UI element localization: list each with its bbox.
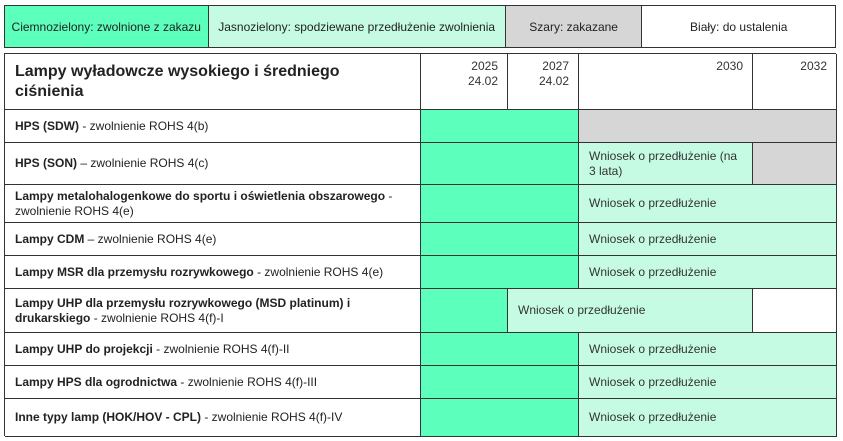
table-row-label — [5, 143, 421, 185]
exemption-table — [4, 53, 836, 436]
lamp-name: Inne typy lamp (HOK/HOV - CPL) — [15, 410, 202, 424]
column-year: 2025 — [471, 59, 498, 73]
row-text — [15, 296, 410, 326]
lamp-name: Lampy CDM — [15, 231, 85, 246]
lamp-name: Lampy MSR dla przemysłu rozrywkowego — [15, 264, 254, 279]
lamp-name: HPS (SDW) — [15, 118, 79, 133]
column-date: 24.02 — [467, 74, 498, 88]
extension-request-cell — [579, 185, 837, 223]
column-year: 2027 — [542, 59, 569, 73]
extension-request-cell — [579, 223, 837, 256]
banned-period-cell — [753, 143, 837, 185]
extension-request-text: Wniosek o przedłużenie (na 3 lata) — [589, 148, 738, 178]
row-text — [15, 342, 290, 357]
row-text — [15, 265, 383, 280]
legend-white: Biały: do ustalenia — [642, 6, 835, 47]
exemption-detail: - zwolnienie ROHS 4(e) — [253, 264, 384, 279]
row-text — [15, 189, 410, 219]
extension-request-text: Wniosek o przedłużenie — [518, 303, 646, 317]
extension-request-text: Wniosek o przedłużenie — [589, 410, 717, 424]
table-row-label — [5, 366, 421, 399]
exempt-period-cell — [421, 333, 579, 366]
exempt-period-cell — [421, 110, 579, 143]
extension-request-text: Wniosek o przedłużenie — [589, 341, 717, 356]
extension-request-text: Wniosek o przedłużenie — [589, 264, 717, 279]
exempt-period-cell — [421, 256, 579, 289]
table-row-label — [5, 333, 421, 366]
lamp-name: Lampy HPS dla ogrodnictwa — [15, 374, 178, 389]
column-header-2025 — [421, 54, 508, 110]
exempt-period-cell — [421, 223, 579, 256]
exemption-detail: - zwolnienie ROHS 4(f)-III — [177, 374, 318, 389]
table-title: Lampy wyładowcze wysokiego i średniego ciśnienia — [5, 54, 421, 110]
legend — [4, 5, 836, 48]
legend-dark-green: Ciemnozielony: zwolnione z zakazu — [5, 6, 209, 47]
row-text — [15, 375, 317, 390]
extension-request-cell — [579, 256, 837, 289]
row-text — [15, 156, 208, 171]
extension-request-text: Wniosek o przedłużenie — [589, 231, 717, 246]
undetermined-period-cell — [753, 289, 837, 333]
column-year: 2032 — [800, 59, 827, 73]
lamp-name: Lampy metalohalogenkowe do sportu i oświetlenia obszarowego — [15, 188, 386, 203]
row-text — [15, 410, 342, 425]
exemption-detail: - zwolnienie ROHS 4(e) — [15, 188, 393, 218]
extension-request-cell — [579, 143, 753, 185]
table-row-label — [5, 256, 421, 289]
lamp-name: Lampy UHP dla przemysłu rozrywkowego (MSD platinum) i drukarskiego — [15, 295, 351, 325]
row-text — [15, 119, 208, 134]
column-header-2027 — [508, 54, 579, 110]
exempt-period-cell — [421, 399, 579, 437]
column-date: 24.02 — [538, 74, 569, 88]
extension-request-cell — [579, 333, 837, 366]
exemption-detail: - zwolnienie ROHS 4(f)-II — [152, 341, 290, 356]
extension-request-text: Wniosek o przedłużenie — [589, 374, 717, 389]
table-row-label — [5, 399, 421, 437]
row-text — [15, 232, 216, 247]
table-row-label — [5, 185, 421, 223]
exempt-period-cell — [421, 143, 579, 185]
table-row-label — [5, 289, 421, 333]
column-header-2032 — [753, 54, 837, 110]
table-row-label — [5, 223, 421, 256]
extension-request-cell — [579, 399, 837, 437]
extension-request-text: Wniosek o przedłużenie — [589, 196, 717, 210]
exemption-detail: - zwolnienie ROHS 4(f)-I — [90, 310, 224, 325]
exempt-period-cell — [421, 185, 579, 223]
column-header-2030 — [579, 54, 753, 110]
exemption-detail: – zwolnienie ROHS 4(c) — [77, 156, 209, 170]
table-row-label — [5, 110, 421, 143]
exempt-period-cell — [421, 366, 579, 399]
lamp-name: Lampy UHP do projekcji — [15, 341, 153, 356]
extension-request-cell — [508, 289, 753, 333]
legend-light-green: Jasnozielony: spodziewane przedłużenie zwolnienia — [209, 6, 506, 47]
column-year: 2030 — [716, 59, 743, 73]
exemption-detail: - zwolnienie ROHS 4(b) — [79, 118, 209, 133]
extension-request-cell — [579, 366, 837, 399]
exempt-period-cell — [421, 289, 508, 333]
lamp-name: HPS (SON) — [15, 156, 78, 170]
legend-gray: Szary: zakazane — [506, 6, 643, 47]
banned-period-cell — [579, 110, 837, 143]
exemption-detail: - zwolnienie ROHS 4(f)-IV — [201, 410, 343, 424]
exemption-detail: – zwolnienie ROHS 4(e) — [84, 231, 217, 246]
